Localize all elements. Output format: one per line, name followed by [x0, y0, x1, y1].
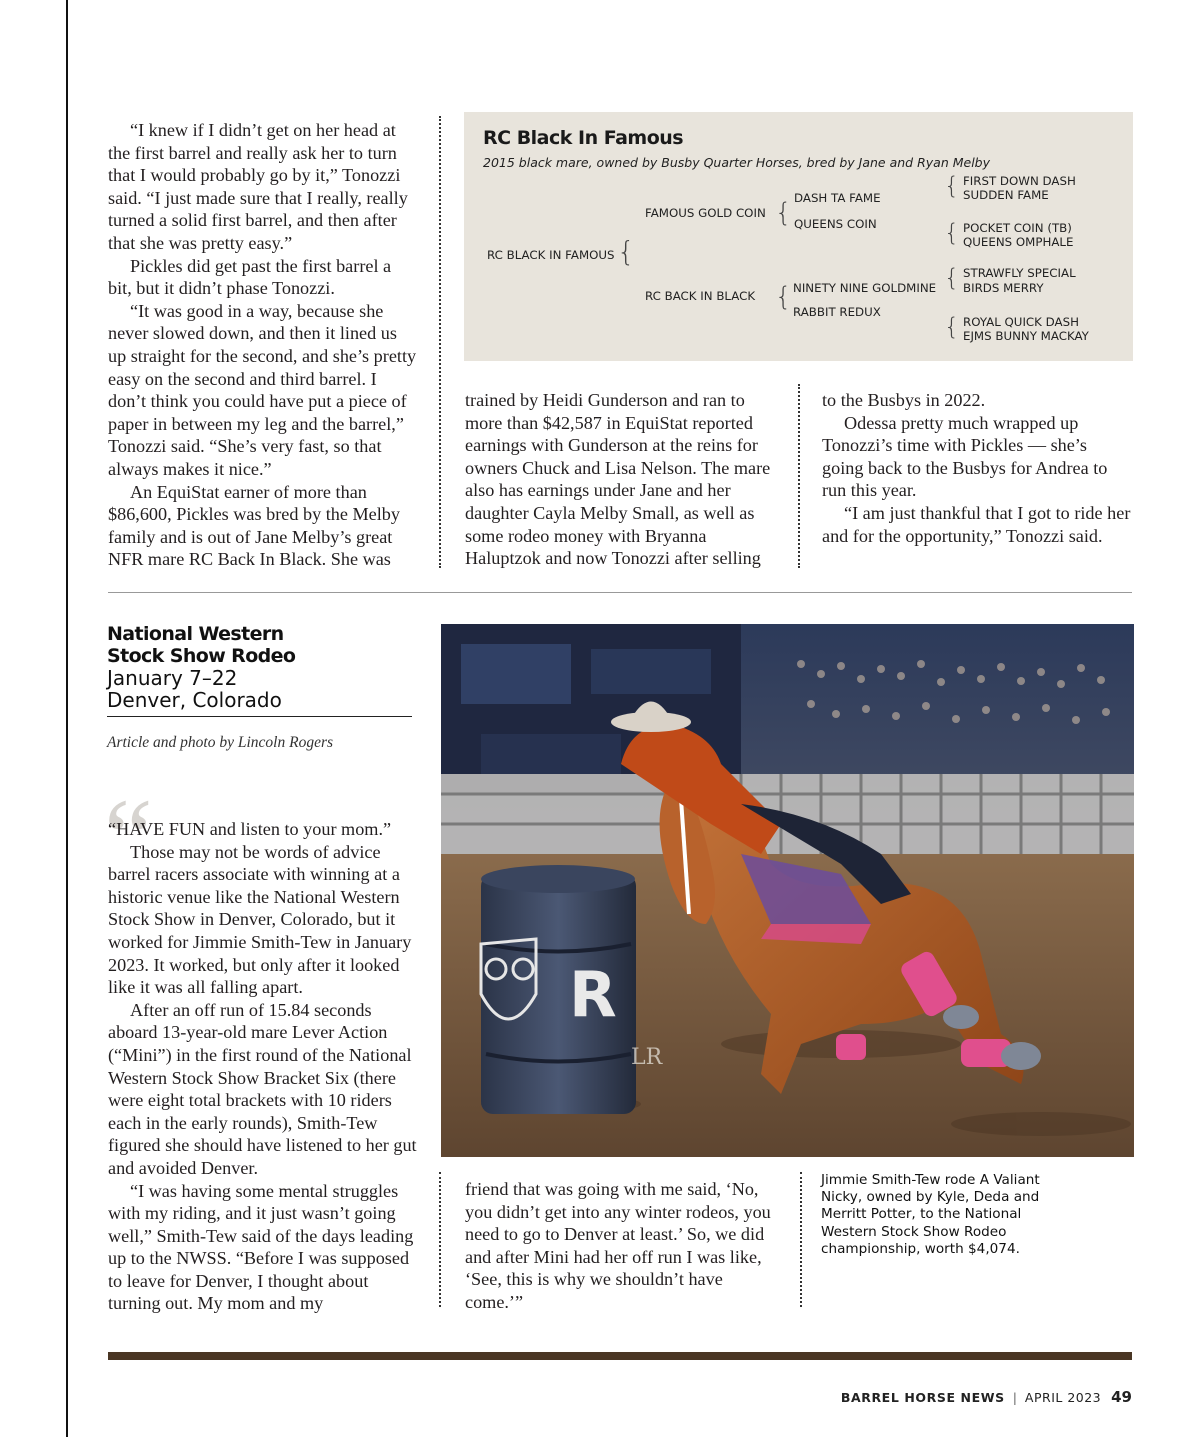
column-divider	[798, 384, 800, 568]
pedigree-subtitle: 2015 black mare, owned by Busby Quarter Horses, bred by Jane and Ryan Melby	[483, 155, 990, 170]
column-divider	[800, 1172, 802, 1307]
issue-date: APRIL 2023	[1024, 1390, 1102, 1405]
paragraph: “It was good in a way, because she never slowed down, and then it lined us up straight for the second, and she’s pretty easy on the second and third barrel. I don’t think you could have put a piece of paper in between my leg and the barrel,” Tonozzi said. “She’s very fast, so that always makes it nice.”	[108, 300, 417, 479]
pedigree-ggdam: BIRDS MERRY	[963, 281, 1044, 295]
pedigree-box	[464, 112, 1133, 361]
event-title-line-1: National Western	[107, 623, 284, 645]
article-column-1-bottom	[108, 818, 418, 1315]
quote-mark-icon: “	[104, 776, 153, 898]
footer-bar	[108, 1352, 1132, 1360]
brace-icon: {	[944, 264, 960, 292]
pedigree-ggdam: QUEENS OMPHALE	[963, 235, 1074, 249]
photo-caption: Jimmie Smith-Tew rode A Valiant Nicky, owned by Kyle, Deda and Merritt Potter, to the National Western Stock Show Rodeo championship, worth $4,074.	[821, 1172, 1040, 1257]
footer-separator: |	[1012, 1390, 1017, 1405]
paragraph: Odessa pretty much wrapped up Tonozzi’s time with Pickles — she’s going back to the Busbys for Andrea to run this year.	[822, 412, 1108, 501]
paragraph: “HAVE FUN and listen to your mom.”	[108, 819, 392, 839]
paragraph: “I knew if I didn’t get on her head at the first barrel and really ask her to turn that I would probably go by it,” Tonozzi said. “I just made sure that I really, really turned a solid first barrel, and then after that she was pretty easy.”	[108, 120, 408, 253]
paragraph: trained by Heidi Gunderson and ran to more than $42,587 in EquiStat reported earnings with Gunderson at the reins for owners Chuck and Lisa Nelson. The mare also has earnings under Jane and her daughter Cayla Melby Small, as well as some rodeo money with Bryanna Haluptzok and now Tonozzi after selling	[465, 390, 771, 569]
brace-icon: {	[775, 198, 792, 228]
brace-icon: {	[944, 219, 960, 247]
pedigree-ggdam: EJMS BUNNY MACKAY	[963, 329, 1089, 343]
brace-icon: {	[775, 282, 792, 312]
paragraph: friend that was going with me said, ‘No, you didn’t get into any winter rodeos, you need to go to Denver at least.’ So, we did and after Mini had her off run I was like, ‘See, this is why we shouldn’t have come.’”	[465, 1179, 771, 1312]
page-number: 49	[1111, 1388, 1132, 1406]
paragraph: “I am just thankful that I got to ride her and for the opportunity,” Tonozzi said.	[822, 502, 1131, 546]
article-column-1-top	[108, 119, 418, 571]
pedigree-title: RC Black In Famous	[483, 127, 684, 149]
paragraph: Pickles did get past the first barrel a bit, but it didn’t phase Tonozzi.	[108, 255, 392, 299]
event-header-rule	[107, 716, 412, 717]
page-gutter-line	[66, 0, 68, 1437]
pedigree-ggsire: POCKET COIN (TB)	[963, 221, 1072, 235]
event-location: Denver, Colorado	[107, 688, 282, 712]
section-divider	[108, 592, 1132, 593]
brace-icon: {	[617, 235, 635, 268]
column-divider	[439, 1172, 441, 1307]
paragraph: An EquiStat earner of more than $86,600, Pickles was bred by the Melby family and is out of Jane Melby’s great NFR mare RC Back In Black. She was	[108, 481, 400, 570]
pedigree-ggdam: SUDDEN FAME	[963, 188, 1049, 202]
pedigree-ggsire: FIRST DOWN DASH	[963, 174, 1076, 188]
pedigree-dam-sire: NINETY NINE GOLDMINE	[793, 281, 937, 295]
rodeo-photo	[441, 624, 1134, 1157]
article-column-3-top	[822, 389, 1132, 547]
brace-icon: {	[944, 313, 960, 341]
event-header	[107, 623, 412, 711]
brace-icon: {	[944, 172, 960, 200]
pedigree-dam-dam: RABBIT REDUX	[793, 305, 881, 319]
event-title-line-2: Stock Show Rodeo	[107, 645, 296, 667]
paragraph: After an off run of 15.84 seconds aboard 13-year-old mare Lever Action (“Mini”) in the first round of the National Western Stock Show Bracket Six (there were eight total brackets with 10 riders each in the early rounds), Smith-Tew figured she should have listened to her gut and avoided Denver.	[108, 999, 417, 1178]
column-divider	[439, 116, 441, 568]
article-column-2-top	[465, 389, 778, 570]
photo-watermark: LR	[631, 1045, 663, 1070]
pedigree-ggsire: ROYAL QUICK DASH	[963, 315, 1079, 329]
pedigree-sire-dam: QUEENS COIN	[794, 217, 877, 231]
pedigree-dam: RC BACK IN BLACK	[645, 289, 756, 303]
barrel-text: R	[569, 958, 617, 1031]
pedigree-sire-sire: DASH TA FAME	[794, 191, 881, 205]
byline: Article and photo by Lincoln Rogers	[107, 734, 334, 751]
pedigree-ggsire: STRAWFLY SPECIAL	[963, 266, 1076, 280]
page-footer	[841, 1388, 1132, 1406]
paragraph: “I was having some mental struggles with my riding, and it just wasn’t going well,” Smith-Tew said of the days leading up to the NWSS. “Before I was supposed to leave for Denver, I thought about turning out. My mom and my	[108, 1180, 414, 1314]
publication-name: BARREL HORSE NEWS	[840, 1390, 1005, 1405]
paragraph: to the Busbys in 2022.	[822, 390, 986, 410]
pedigree-horse: RC BLACK IN FAMOUS	[487, 248, 615, 262]
pedigree-sire: FAMOUS GOLD COIN	[645, 206, 766, 220]
article-column-2-bottom	[465, 1178, 778, 1314]
event-dates: January 7–22	[107, 666, 238, 690]
paragraph: Those may not be words of advice barrel racers associate with winning at a historic venue like the National Western Stock Show in Denver, Colorado, but it worked for Jimmie Smith-Tew in January 2023. It worked, but only after it looked like it was all falling apart.	[108, 841, 412, 998]
